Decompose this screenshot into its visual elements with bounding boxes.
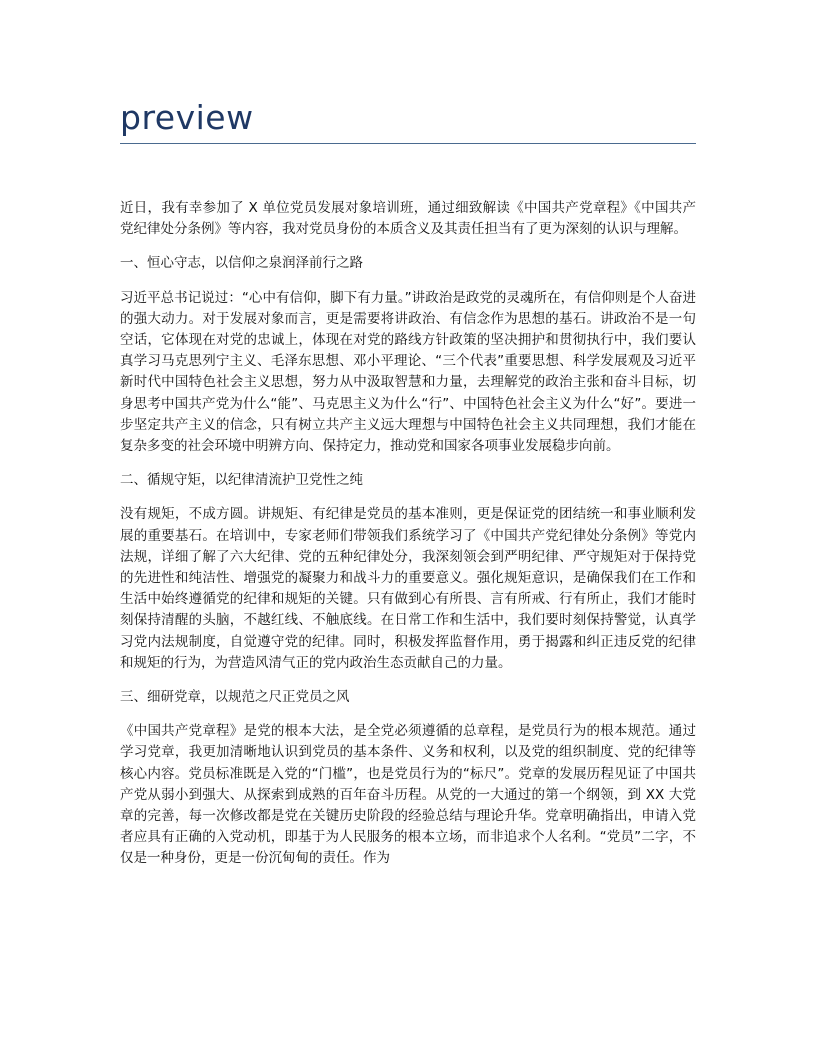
document-body <box>120 198 696 883</box>
page-title: preview <box>120 98 254 137</box>
section-heading: 二、循规守矩，以纪律清流护卫党性之纯 <box>120 472 363 489</box>
section-heading: 三、细研党章，以规范之尺正党员之风 <box>120 689 350 706</box>
section-paragraph: 没有规矩，不成方圆。讲规矩、有纪律是党员的基本准则，更是保证党的团结统一和事业顺利发展的重要基石。在培训中，专家老师们带领我们系统学习了《中国共产党纪律处分条例》等党内法规，详细了解了六大纪律、党的五种纪律处分，我深刻领会到严明纪律、严守规矩对于保持党的先进性和纯洁性、增强党的凝聚力和战斗力的重要意义。强化规矩意识，是确保我们在工作和生活中始终遵循党的纪律和规矩的关键。只有做到心有所畏、言有所戒、行有所止，我们才能时刻保持清醒的头脑，不越红线、不触底线。在日常工作和生活中，我们要时刻保持警觉，认真学习党内法规制度，自觉遵守党的纪律。同时，积极发挥监督作用，勇于揭露和纠正违反党的纪律和规矩的行为，为营造风清气正的党内政治生态贡献自己的力量。 <box>120 506 696 671</box>
intro-paragraph: 近日，我有幸参加了 X 单位党员发展对象培训班，通过细致解读《中国共产党章程》《中国共产党纪律处分条例》等内容，我对党员身份的本质含义及其责任担当有了更为深刻的认识与理解。 <box>120 200 696 238</box>
section-heading: 一、恒心守志，以信仰之泉润泽前行之路 <box>120 255 363 272</box>
section-paragraph: 《中国共产党章程》是党的根本大法，是全党必须遵循的总章程，是党员行为的根本规范。通过学习党章，我更加清晰地认识到党员的基本条件、义务和权利，以及党的组织制度、党的纪律等核心内容。党员标准既是入党的“门槛”，也是党员行为的“标尺”。党章的发展历程见证了中国共产党从弱小到强大、从探索到成熟的百年奋斗历程。从党的一大通过的第一个纲领，到 XX 大党章的完善，每一次修改都是党在关键历史阶段的经验总结与理论升华。党章明确指出，申请入党者应具有正确的入党动机，即基于为人民服务的根本立场，而非追求个人名利。“党员”二字，不仅是一种身份，更是一份沉甸甸的责任。作为 <box>120 723 696 867</box>
section-paragraph: 习近平总书记说过：“心中有信仰，脚下有力量。”讲政治是政党的灵魂所在，有信仰则是个人奋进的强大动力。对于发展对象而言，更是需要将讲政治、有信念作为思想的基石。讲政治不是一句空话，它体现在对党的忠诚上，体现在对党的路线方针政策的坚决拥护和贯彻执行中，我们要认真学习马克思列宁主义、毛泽东思想、邓小平理论、“三个代表”重要思想、科学发展观及习近平新时代中国特色社会主义思想，努力从中汲取智慧和力量，去理解党的政治主张和奋斗目标，切身思考中国共产党为什么“能”、马克思主义为什么“行”、中国特色社会主义为什么“好”。要进一步坚定共产主义的信念，只有树立共产主义远大理想与中国特色社会主义共同理想，我们才能在复杂多变的社会环境中明辨方向、保持定力，推动党和国家各项事业发展稳步向前。 <box>120 289 696 455</box>
header-divider <box>120 143 696 144</box>
